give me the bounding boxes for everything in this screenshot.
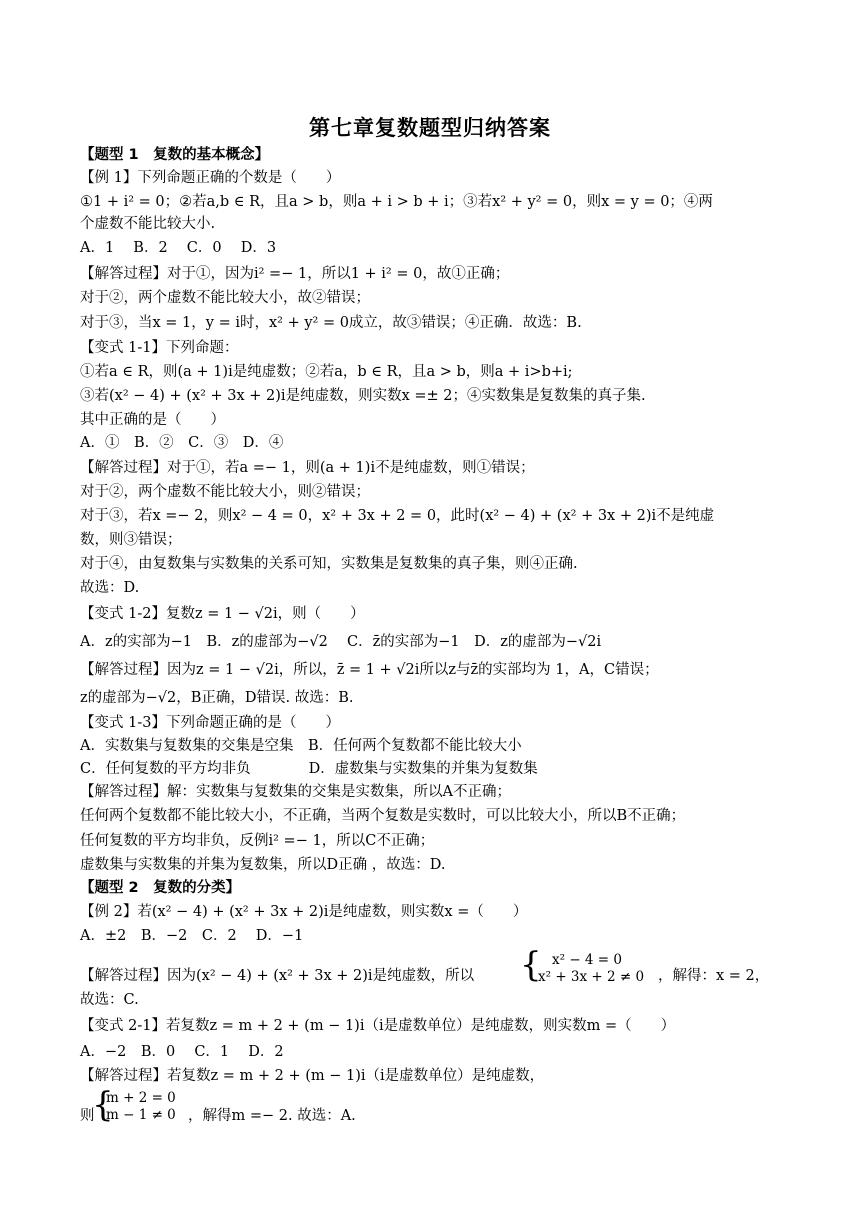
variant-2-1-options: A．−2 B．0 C．1 D．2	[80, 1044, 284, 1060]
variant-1-1-question: 【变式 1-1】下列命题：	[80, 340, 239, 356]
solution-1-2-line-1: 【解答过程】因为z = 1 − √2i，所以，z̄ = 1 + √2i所以z与z̄的实部均为 1，A，C错误；	[80, 662, 659, 678]
solution-1-line-3: 对于③，当x = 1，y = i时，x² + y² = 0成立，故③错误；④正确．故选：B.	[80, 315, 582, 331]
equation-system-variant-2-1	[106, 1090, 176, 1124]
solution-2-1-line-1: 【解答过程】若复数z = m + 2 + (m − 1)i（i是虚数单位）是纯虚数，	[80, 1068, 545, 1084]
solution-1-3-line-4: 虚数集与实数集的并集为复数集，所以D正确 ，故选：D.	[80, 857, 446, 873]
section-heading-2: 【题型 2 复数的分类】	[80, 880, 241, 896]
system-brace: {	[92, 1085, 114, 1125]
solution-2-answer: 故选：C.	[80, 992, 139, 1008]
page-title: 第七章复数题型归纳答案	[309, 116, 551, 140]
equation-system-example-2	[538, 952, 644, 986]
solution-1-3-line-2: 任何两个复数都不能比较大小，不正确，当两个复数是实数时，可以比较大小，所以B不正确；	[80, 808, 686, 824]
solution-2-result: ，解得：x = 2，	[658, 968, 770, 984]
solution-1-line-2: 对于②，两个虚数不能比较大小，故②错误；	[80, 290, 370, 306]
solution-1-3-line-1: 【解答过程】解：实数集与复数集的交集是实数集，所以A不正确；	[80, 784, 511, 800]
solution-1-1-answer: 故选：D.	[80, 580, 140, 596]
section-heading-1: 【题型 1 复数的基本概念】	[80, 147, 270, 163]
system-equation: m + 2 = 0	[106, 1090, 176, 1106]
system-equation: x² − 4 = 0	[552, 952, 622, 968]
example-1-statements: ①1 + i² = 0；②若a,b ∈ R，且a > b，则a + i > b + i；③若x² + y² = 0，则x = y = 0；④两	[80, 194, 713, 210]
solution-2-line-1: 【解答过程】因为(x² − 4) + (x² + 3x + 2)i是纯虚数，所以	[80, 968, 475, 984]
solution-1-1-line-1: 【解答过程】对于①，若a =− 1，则(a + 1)i不是纯虚数，则①错误；	[80, 460, 535, 476]
solution-2-1-result: ，解得m =− 2. 故选：A.	[188, 1108, 356, 1124]
variant-1-1-options: A．① B．② C．③ D．④	[80, 435, 284, 451]
solution-1-2-line-2: z的虚部为−√2，B正确，D错误. 故选：B.	[80, 690, 354, 706]
system-equation: m − 1 ≠ 0	[106, 1107, 176, 1123]
example-1-question: 【例 1】下列命题正确的个数是（ ）	[80, 170, 341, 186]
solution-1-1-line-2: 对于②，两个虚数不能比较大小，则②错误；	[80, 484, 370, 500]
system-brace: {	[520, 945, 542, 985]
variant-1-2-options: A．z的实部为−1 B．z的虚部为−√2 C．z̄的实部为−1 D．z的虚部为−√2i	[80, 634, 602, 650]
example-2-question: 【例 2】若(x² − 4) + (x² + 3x + 2)i是纯虚数，则实数x =（ ）	[80, 904, 528, 920]
variant-1-1-statements: ①若a ∈ R，则(a + 1)i是纯虚数；②若a，b ∈ R，且a > b，则a + i>b+i;	[80, 364, 573, 380]
system-equation: x² + 3x + 2 ≠ 0	[538, 969, 645, 985]
example-1-options: A．1 B．2 C．0 D．3	[80, 240, 277, 256]
variant-1-2-question: 【变式 1-2】复数z = 1 − √2i，则（ ）	[80, 606, 365, 622]
solution-1-line-1: 【解答过程】对于①，因为i² =− 1，所以1 + i² = 0，故①正确；	[80, 266, 510, 282]
variant-1-3-options-ab: A．实数集与复数集的交集是空集 B．任何两个复数都不能比较大小	[80, 738, 522, 754]
variant-1-3-question: 【变式 1-3】下列命题正确的是（ ）	[80, 715, 340, 731]
solution-1-1-line-4: 数，则③错误；	[80, 532, 182, 548]
example-2-options: A．±2 B．−2 C．2 D．−1	[80, 928, 304, 944]
variant-2-1-question: 【变式 2-1】若复数z = m + 2 + (m − 1)i（i是虚数单位）是纯虚数，则实数m =（ ）	[80, 1018, 676, 1034]
solution-1-3-line-3: 任何复数的平方均非负，反例i² =− 1，所以C不正确；	[80, 833, 435, 849]
variant-1-1-prompt: 其中正确的是（ ）	[80, 412, 225, 428]
solution-1-1-line-3: 对于③，若x =− 2，则x² − 4 = 0，x² + 3x + 2 = 0，此时(x² − 4) + (x² + 3x + 2)i不是纯虚	[80, 508, 715, 524]
variant-1-1-statements-cont: ③若(x² − 4) + (x² + 3x + 2)i是纯虚数，则实数x =± 2；④实数集是复数集的真子集.	[80, 388, 646, 404]
variant-1-3-options-cd: C．任何复数的平方均非负 D．虚数集与实数集的并集为复数集	[80, 761, 538, 777]
example-1-statements-cont: 个虚数不能比较大小.	[80, 216, 216, 232]
solution-2-1-prefix: 则	[80, 1108, 95, 1124]
solution-1-1-line-5: 对于④，由复数集与实数集的关系可知，实数集是复数集的真子集，则④正确.	[80, 556, 578, 572]
